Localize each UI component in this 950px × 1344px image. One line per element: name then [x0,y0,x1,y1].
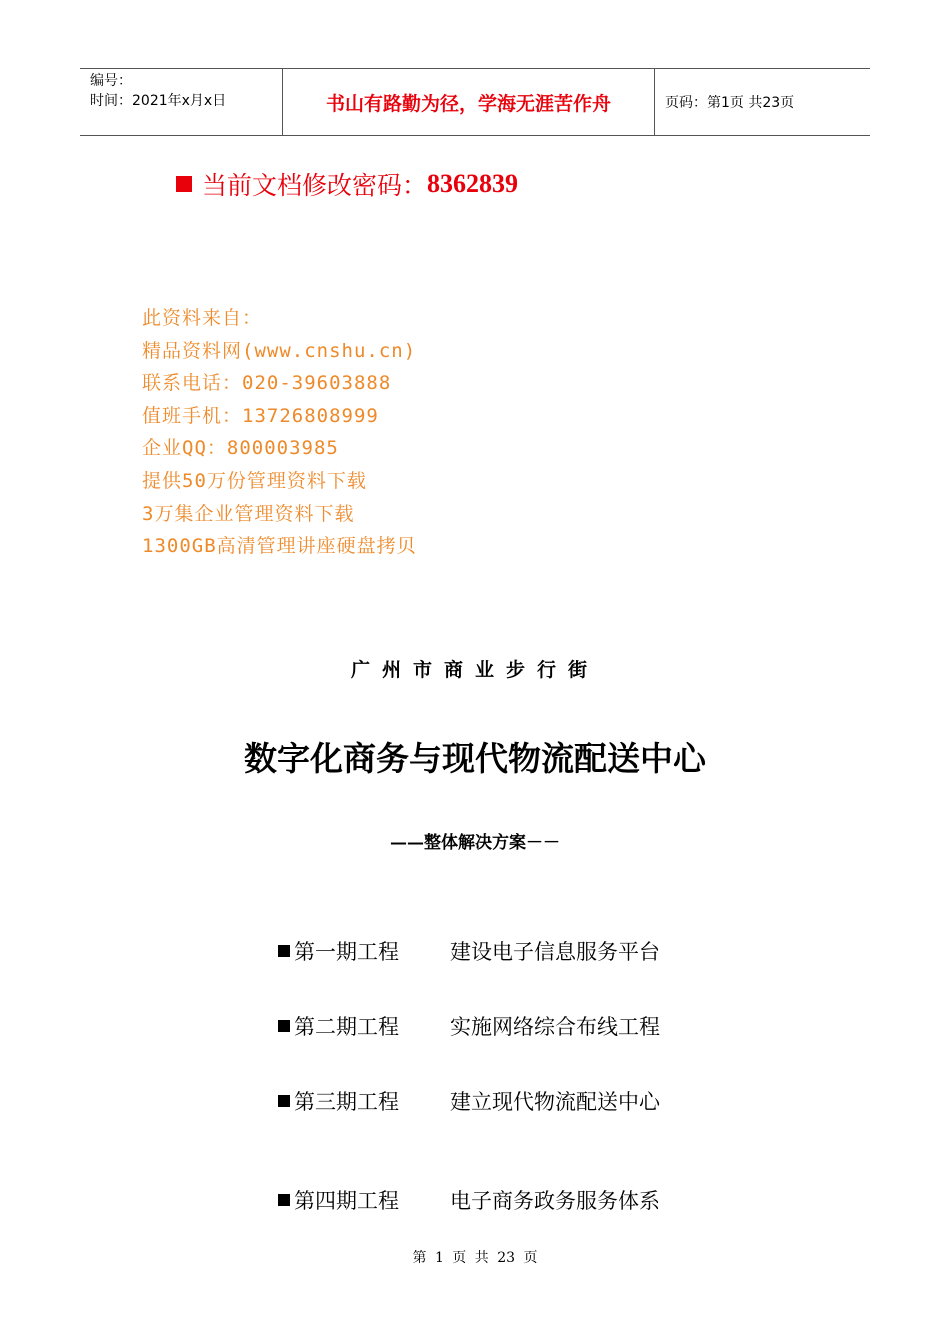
phase-desc: 建立现代物流配送中心 [450,1090,660,1114]
header-table [80,68,870,136]
phase-desc: 电子商务政务服务体系 [450,1189,660,1213]
phase-name: 第三期工程 [294,1090,399,1114]
password-label: 当前文档修改密码： [202,171,428,200]
header-motto: 书山有路勤为径，学海无涯苦作舟 [282,69,655,135]
page-footer: 第 1 页 共 23 页 [412,1250,538,1266]
header-page-info: 页码：第1页 共23页 [665,95,795,111]
password-line [176,166,518,202]
ad-line: 值班手机：13726808999 [142,404,379,427]
subtitle: ——整体解决方案－－ [390,833,560,853]
phase-item [278,1011,660,1041]
organization-title: 广州市商业步行街 [350,659,599,681]
square-bullet-icon [278,945,290,957]
ad-line: 精品资料网(www.cnshu.cn) [142,339,417,362]
ad-line: 1300GB高清管理讲座硬盘拷贝 [142,535,417,558]
document-date: 时间：2021年x月x日 [90,93,227,109]
square-bullet-icon [278,1020,290,1032]
phase-name: 第二期工程 [294,1015,399,1039]
document-number-label: 编号： [90,73,132,89]
main-title: 数字化商务与现代物流配送中心 [244,739,706,778]
phase-desc: 实施网络综合布线工程 [450,1015,660,1039]
ad-line: 提供50万份管理资料下载 [142,469,367,492]
ad-line: 企业QQ：800003985 [142,437,339,460]
phase-item [278,936,660,966]
square-bullet-icon [278,1095,290,1107]
phase-name: 第四期工程 [294,1189,399,1213]
header-left-cell [80,69,282,135]
source-info-block [142,302,417,563]
red-square-bullet-icon [176,176,192,192]
ad-line: 3万集企业管理资料下载 [142,502,355,525]
phase-item [278,1086,660,1116]
phase-item [278,1185,660,1215]
square-bullet-icon [278,1194,290,1206]
phase-desc: 建设电子信息服务平台 [450,940,660,964]
phase-name: 第一期工程 [294,940,399,964]
password-code: 8362839 [427,169,519,198]
ad-line: 联系电话：020-39603888 [142,372,392,395]
ad-line: 此资料来自： [142,307,263,329]
